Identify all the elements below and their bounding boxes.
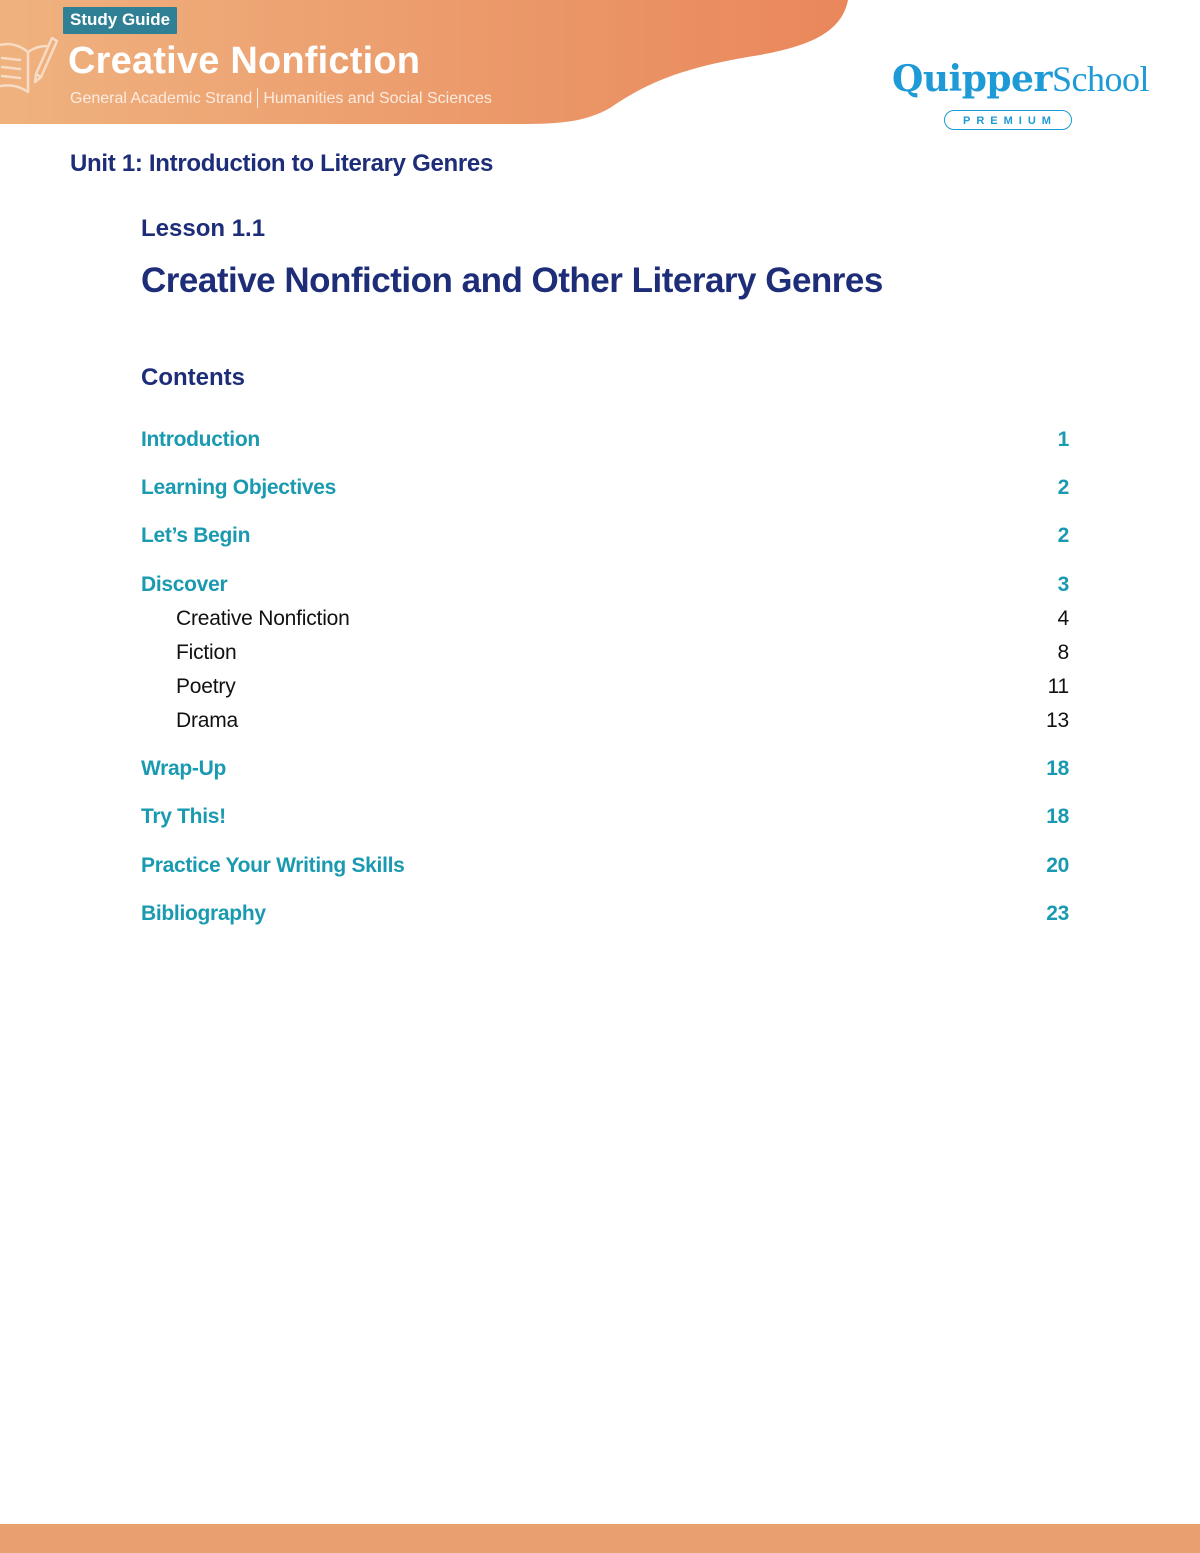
track-name: Humanities and Social Sciences <box>263 90 492 107</box>
toc-entry-page: 4 <box>1057 607 1069 630</box>
toc-entry-label: Bibliography <box>141 902 266 925</box>
contents-heading: Contents <box>141 364 245 391</box>
toc-entry-page: 18 <box>1046 757 1069 780</box>
toc-entry-page: 18 <box>1046 805 1069 828</box>
toc-entry-label: Poetry <box>176 675 236 698</box>
strand-divider <box>257 88 258 108</box>
toc-entry <box>141 803 1069 831</box>
strand-name: General Academic Strand <box>70 90 253 107</box>
premium-tag: PREMIUM <box>944 110 1072 130</box>
course-title: Creative Nonfiction <box>68 40 421 82</box>
toc-entry-label: Practice Your Writing Skills <box>141 854 405 877</box>
unit-title: Unit 1: Introduction to Literary Genres <box>70 150 494 177</box>
quipper-school-logo <box>892 58 1149 127</box>
book-pencil-icon <box>0 30 58 100</box>
toc-entry-page: 3 <box>1057 573 1069 596</box>
toc-entry-label: Drama <box>176 709 239 732</box>
toc-entry-label: Creative Nonfiction <box>176 607 350 630</box>
toc-entry <box>141 755 1069 783</box>
toc-entry <box>141 522 1069 550</box>
footer-bar <box>0 1524 1200 1553</box>
toc-entry <box>141 605 1069 633</box>
toc-entry <box>141 852 1069 880</box>
toc-entry-page: 20 <box>1046 854 1069 877</box>
lesson-title: Creative Nonfiction and Other Literary Genres <box>141 261 883 300</box>
toc-entry <box>141 474 1069 502</box>
lesson-number: Lesson 1.1 <box>141 215 266 242</box>
logo-word-quipper: Quipper <box>892 58 1052 100</box>
toc-entry <box>141 571 1069 599</box>
logo-wordmark <box>892 58 1149 100</box>
logo-word-school: School <box>1051 59 1149 99</box>
study-guide-badge: Study Guide <box>63 7 177 34</box>
toc-entry-page: 11 <box>1047 675 1069 698</box>
toc-entry-page: 2 <box>1057 476 1069 499</box>
toc-entry-page: 2 <box>1057 524 1069 547</box>
strand-line <box>70 88 492 109</box>
toc-entry <box>141 639 1069 667</box>
toc-entry <box>141 707 1069 735</box>
toc-entry-label: Learning Objectives <box>141 476 337 499</box>
toc-entry-label: Fiction <box>176 641 237 664</box>
toc-entry-label: Discover <box>141 573 228 596</box>
toc-entry-label: Introduction <box>141 428 260 451</box>
toc-entry-page: 8 <box>1057 641 1069 664</box>
toc-entry-page: 1 <box>1057 428 1069 451</box>
toc-entry-page: 13 <box>1046 709 1069 732</box>
toc-entry-label: Let’s Begin <box>141 524 251 547</box>
toc-entry-label: Try This! <box>141 805 226 828</box>
toc-entry <box>141 426 1069 454</box>
toc-entry <box>141 900 1069 928</box>
toc-entry-page: 23 <box>1046 902 1069 925</box>
toc-entry <box>141 673 1069 701</box>
toc-entry-label: Wrap-Up <box>141 757 227 780</box>
